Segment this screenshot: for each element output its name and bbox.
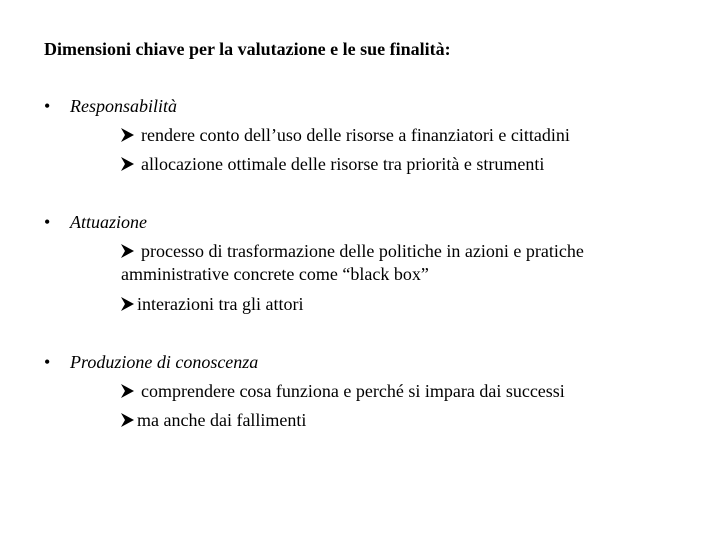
arrow-bullet-icon	[121, 153, 141, 176]
bullet-icon: •	[44, 352, 51, 372]
arrow-bullet-icon	[121, 293, 137, 316]
sub-item-text: ma anche dai fallimenti	[137, 410, 307, 430]
sub-item	[121, 380, 681, 403]
sub-item-text: processo di trasformazione delle politiche in azioni e pratiche amministrative concrete come “black box”	[121, 241, 584, 285]
bullet-icon: •	[44, 96, 51, 116]
section-heading: Attuazione	[70, 212, 147, 232]
arrow-bullet-icon	[121, 124, 141, 147]
bullet-icon: •	[44, 212, 51, 232]
sub-item-text: interazioni tra gli attori	[137, 294, 304, 314]
sub-item-text: allocazione ottimale delle risorse tra priorità e strumenti	[141, 154, 545, 174]
section-heading: Responsabilità	[70, 96, 177, 116]
arrow-bullet-icon	[121, 240, 141, 263]
sub-item	[121, 124, 681, 147]
sub-item	[121, 409, 681, 432]
section-heading: Produzione di conoscenza	[70, 352, 259, 372]
slide-title: Dimensioni chiave per la valutazione e le sue finalità:	[44, 39, 451, 59]
sub-item	[121, 153, 681, 176]
sub-item-text: comprendere cosa funziona e perché si impara dai successi	[141, 381, 565, 401]
arrow-bullet-icon	[121, 409, 137, 432]
sub-item-text: rendere conto dell’uso delle risorse a finanziatori e cittadini	[141, 125, 570, 145]
sub-item	[121, 240, 681, 287]
arrow-bullet-icon	[121, 380, 141, 403]
sub-item	[121, 293, 681, 316]
